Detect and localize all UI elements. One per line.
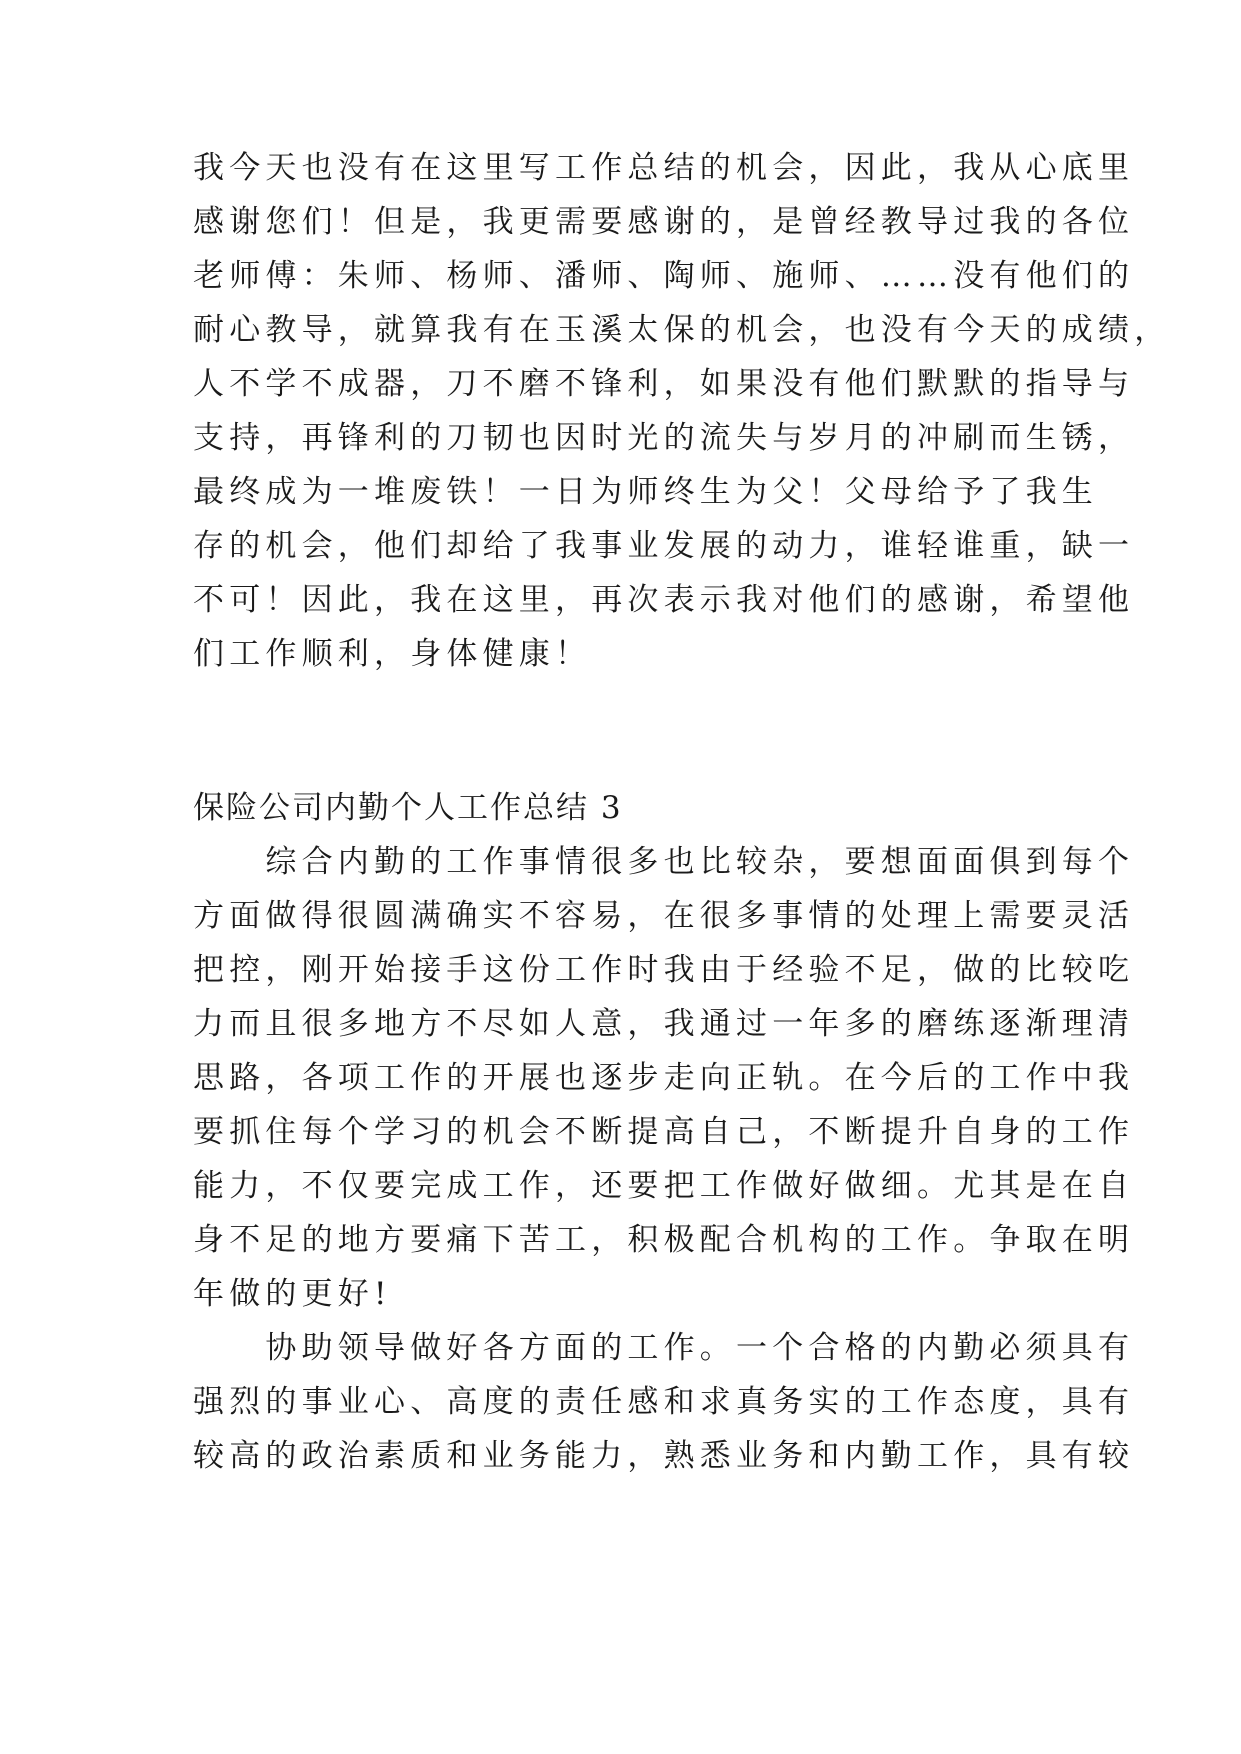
paragraph-1-line-7: 最终成为一堆废铁！一日为师终生为父！父母给予了我生: [193, 474, 1098, 510]
paragraph-2-line-6: 要抓住每个学习的机会不断提高自己，不断提升自身的工作: [193, 1114, 1135, 1150]
paragraph-2-line-3: 把控，刚开始接手这份工作时我由于经验不足，做的比较吃: [193, 952, 1135, 988]
paragraph-3-line-3: 较高的政治素质和业务能力，熟悉业务和内勤工作，具有较: [193, 1438, 1135, 1474]
paragraph-2-line-9: 年做的更好!: [193, 1276, 392, 1312]
paragraph-1-line-5: 人不学不成器，刀不磨不锋利，如果没有他们默默的指导与: [193, 366, 1135, 402]
paragraph-2-line-8: 身不足的地方要痛下苦工，积极配合机构的工作。争取在明: [193, 1222, 1135, 1258]
paragraph-2-line-4: 力而且很多地方不尽如人意，我通过一年多的磨练逐渐理清: [193, 1006, 1135, 1042]
paragraph-3-line-2: 强烈的事业心、高度的责任感和求真务实的工作态度，具有: [193, 1384, 1135, 1420]
paragraph-2-line-7: 能力，不仅要完成工作，还要把工作做好做细。尤其是在自: [193, 1168, 1135, 1204]
paragraph-1-line-6: 支持，再锋利的刀韧也因时光的流失与岁月的冲刷而生锈，: [193, 420, 1135, 456]
paragraph-2-line-5: 思路，各项工作的开展也逐步走向正轨。在今后的工作中我: [193, 1060, 1135, 1096]
paragraph-1-line-9: 不可！因此，我在这里，再次表示我对他们的感谢，希望他: [193, 582, 1135, 618]
paragraph-1-line-10: 们工作顺利，身体健康！: [193, 636, 592, 672]
paragraph-1-line-8: 存的机会，他们却给了我事业发展的动力，谁轻谁重，缺一: [193, 528, 1135, 564]
paragraph-1-line-1: 我今天也没有在这里写工作总结的机会，因此，我从心底里: [193, 150, 1135, 186]
paragraph-2-line-2: 方面做得很圆满确实不容易，在很多事情的处理上需要灵活: [193, 898, 1135, 934]
paragraph-1-line-4: 耐心教导，就算我有在玉溪太保的机会，也没有今天的成绩，: [193, 312, 1171, 348]
paragraph-1-line-2: 感谢您们！但是，我更需要感谢的，是曾经教导过我的各位: [193, 204, 1135, 240]
paragraph-3-line-1: 协助领导做好各方面的工作。一个合格的内勤必须具有: [193, 1330, 1135, 1366]
paragraph-1-line-3: 老师傅：朱师、杨师、潘师、陶师、施师、……没有他们的: [193, 258, 1135, 294]
section-title: 保险公司内勤个人工作总结 3: [193, 790, 623, 826]
paragraph-2-line-1: 综合内勤的工作事情很多也比较杂，要想面面俱到每个: [193, 844, 1135, 880]
